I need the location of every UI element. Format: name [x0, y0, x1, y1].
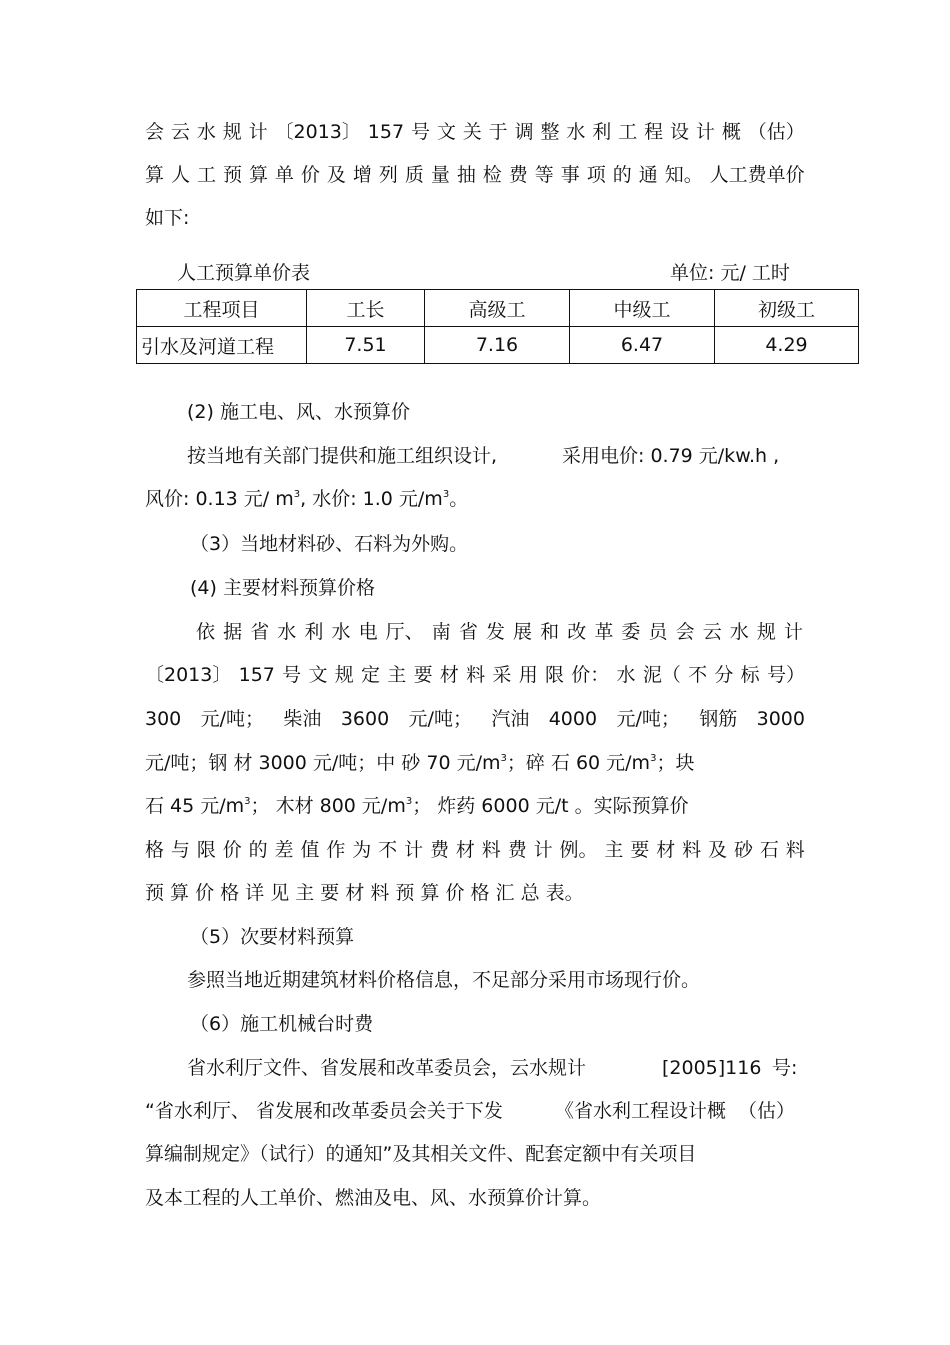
s6-l2-a: “省水利厅、 省发展和改革委员会关于下发: [145, 1100, 503, 1122]
text-token: 号: [410, 121, 430, 143]
text-token: 元/吨；: [200, 708, 265, 730]
text-token: 改: [567, 621, 587, 643]
intro-line-1: [145, 118, 805, 146]
text-token: 厅、: [385, 621, 424, 643]
text-token: 泥（: [642, 664, 681, 686]
text-token: 整: [540, 121, 560, 143]
text-token: 元/吨；: [408, 708, 472, 730]
s4-line-7: 预 算 价 格 详 见 主 要 材 料 预 算 价 格 汇 总 表。: [145, 882, 584, 904]
text-token: 价: [222, 839, 242, 861]
text-token: 柴油: [283, 708, 322, 730]
s6-l2-c: （估）: [738, 1100, 796, 1122]
text-token: 限: [196, 839, 216, 861]
s4-l4-c: ；块: [656, 752, 695, 774]
text-token: 规: [334, 664, 354, 686]
text-token: 3000: [756, 708, 805, 730]
text-token: 定: [361, 664, 381, 686]
table-unit: 单位: 元/ 工时: [670, 262, 790, 284]
s4-line-3: [145, 705, 805, 733]
s6-line-4: 及本工程的人工单价、燃油及电、风、水预算价计算。: [145, 1187, 602, 1209]
text-token: 料: [481, 839, 501, 861]
text-token: 电: [358, 621, 378, 643]
text-token: 设: [670, 121, 690, 143]
table-header-row: [137, 290, 859, 327]
text-token: 水: [277, 621, 297, 643]
text-token: 检: [482, 164, 502, 186]
text-token: 与: [170, 839, 190, 861]
text-token: 革: [594, 621, 614, 643]
text-token: 质: [404, 164, 424, 186]
text-token: 概: [721, 121, 741, 143]
text-token: 材: [656, 839, 676, 861]
s2-p2-c: 。: [449, 488, 469, 510]
table-cell: 4.29: [715, 327, 859, 364]
text-token: 为: [352, 839, 372, 861]
text-token: 于: [488, 121, 508, 143]
text-token: 值: [300, 839, 320, 861]
s2-p1-b: 采用电价: 0.79 元/kw.h ,: [562, 445, 780, 467]
text-token: 价：: [571, 664, 610, 686]
text-token: 列: [378, 164, 398, 186]
text-token: 利: [592, 121, 612, 143]
s4-line-2: [145, 661, 805, 689]
table-cell: 7.51: [307, 327, 425, 364]
text-token: 分: [714, 664, 734, 686]
text-token: 会: [675, 621, 695, 643]
text-token: 材: [439, 664, 459, 686]
text-token: 南: [431, 621, 451, 643]
text-token: 300: [145, 708, 182, 730]
table-caption: 人工预算单价表: [177, 262, 311, 284]
s6-l2-b: 《省水利工程设计概: [555, 1100, 727, 1122]
text-token: 省: [250, 621, 270, 643]
text-token: 采: [492, 664, 512, 686]
text-token: 标: [740, 664, 760, 686]
superscript: 3: [442, 489, 450, 500]
s4-l4-a: 元/吨；钢 材 3000 元/吨；中 砂 70 元/m: [145, 752, 501, 774]
text-token: 石: [759, 839, 779, 861]
text-token: 省: [458, 621, 478, 643]
text-token: 计: [248, 121, 268, 143]
text-token: 增: [352, 164, 372, 186]
text-token: 文: [308, 664, 328, 686]
text-token: 主: [387, 664, 407, 686]
s4-l5-c: ； 炸药 6000 元/t 。实际预算价: [412, 795, 689, 817]
s5-paragraph: 参照当地近期建筑材料价格信息，不足部分采用市场现行价。: [187, 969, 701, 991]
text-token: 水: [729, 621, 749, 643]
text-token: 差: [274, 839, 294, 861]
text-token: 157: [367, 121, 405, 143]
text-token: 委: [621, 621, 641, 643]
text-token: 〔2013〕: [274, 121, 361, 143]
text-token: 主: [604, 839, 624, 861]
text-token: 抽: [456, 164, 476, 186]
text-token: 钢筋: [699, 708, 738, 730]
superscript: 3: [293, 489, 301, 500]
text-token: 水: [616, 664, 636, 686]
s4-l4-b: ；碎 石 60 元/m: [506, 752, 651, 774]
s2-heading: (2) 施工电、风、水预算价: [187, 401, 410, 423]
text-token: 料: [466, 664, 486, 686]
s6-l1-a: 省水利厅文件、省发展和改革委员会，云水规计: [187, 1057, 587, 1079]
text-token: 展: [513, 621, 533, 643]
text-token: 水: [566, 121, 586, 143]
s3-heading: （3）当地材料砂、石料为外购。: [190, 533, 469, 555]
text-token: 项: [586, 164, 606, 186]
text-token: 元/吨；: [616, 708, 680, 730]
text-token: 要: [630, 839, 650, 861]
s4-line-1: [196, 618, 803, 646]
s4-line-6: [145, 836, 805, 864]
text-token: 价: [300, 164, 320, 186]
text-token: 计: [783, 621, 803, 643]
text-token: 单: [274, 164, 294, 186]
s6-heading: （6）施工机械台时费: [190, 1013, 374, 1035]
text-token: 用: [518, 664, 538, 686]
s6-l1-c: 号:: [772, 1057, 798, 1079]
text-token: （估）: [747, 121, 805, 143]
text-token: 依: [196, 621, 216, 643]
text-token: 水: [331, 621, 351, 643]
text-token: 费: [508, 164, 528, 186]
text-token: 不: [378, 839, 398, 861]
text-token: 作: [326, 839, 346, 861]
s4-line-5: [145, 792, 689, 820]
s2-p2-b: , 水价: 1.0 元/m: [300, 488, 443, 510]
text-token: 利: [304, 621, 324, 643]
text-token: 格: [145, 839, 165, 861]
text-token: 算: [145, 164, 165, 186]
text-token: 通: [638, 164, 658, 186]
text-token: 算: [248, 164, 268, 186]
text-token: 限: [544, 664, 564, 686]
text-token: 程: [644, 121, 664, 143]
table-row: [137, 327, 859, 364]
s4-l5-a: 石 45 元/m: [145, 795, 245, 817]
text-token: 知。: [664, 164, 703, 186]
s5-heading: （5）次要材料预算: [190, 926, 355, 948]
text-token: 人: [170, 164, 190, 186]
text-token: 不: [688, 664, 708, 686]
s4-l5-b: ； 木材 800 元/m: [250, 795, 406, 817]
text-token: 4000: [548, 708, 598, 730]
text-token: 发: [485, 621, 505, 643]
text-token: 3600: [340, 708, 390, 730]
text-token: 员: [648, 621, 668, 643]
intro-line-2: [145, 161, 805, 189]
text-token: 等: [534, 164, 554, 186]
header-cell: 工长: [307, 290, 425, 327]
text-token: 及: [708, 839, 728, 861]
table-cell: 7.16: [425, 327, 570, 364]
text-token: 料: [682, 839, 702, 861]
text-token: 的: [612, 164, 632, 186]
text-token: 调: [514, 121, 534, 143]
text-token: 要: [413, 664, 433, 686]
text-token: 汽油: [491, 708, 530, 730]
text-token: 费: [507, 839, 527, 861]
text-token: 砂: [733, 839, 753, 861]
superscript: 3: [500, 753, 507, 764]
text-token: 工: [618, 121, 638, 143]
s2-p2-a: 风价: 0.13 元/ m: [145, 488, 294, 510]
s6-l1-b: [2005]116: [662, 1057, 762, 1079]
text-token: 计: [404, 839, 424, 861]
text-token: 材: [455, 839, 475, 861]
text-token: 〔2013〕: [145, 664, 232, 686]
text-token: 的: [248, 839, 268, 861]
labor-price-table: [136, 289, 859, 364]
superscript: 3: [405, 796, 413, 807]
text-token: 规: [222, 121, 242, 143]
text-token: 预: [222, 164, 242, 186]
superscript: 3: [650, 753, 657, 764]
header-cell: 初级工: [715, 290, 859, 327]
text-token: 水: [196, 121, 216, 143]
header-cell: 中级工: [570, 290, 715, 327]
text-token: 规: [756, 621, 776, 643]
s2-p1-a: 按当地有关部门提供和施工组织设计,: [187, 445, 498, 467]
text-token: 号: [282, 664, 302, 686]
superscript: 3: [244, 796, 251, 807]
text-token: 文: [436, 121, 456, 143]
s6-line-3: 算编制规定》（试行）的通知”及其相关文件、配套定额中有关项目: [145, 1143, 697, 1165]
text-token: 量: [430, 164, 450, 186]
text-token: 据: [223, 621, 243, 643]
text-token: 会: [145, 121, 165, 143]
text-token: 157: [238, 664, 275, 686]
table-cell: 引水及河道工程: [137, 327, 307, 364]
text-token: 料: [785, 839, 805, 861]
text-token: 号）: [766, 664, 805, 686]
text-token: 云: [702, 621, 722, 643]
s4-heading: (4) 主要材料预算价格: [190, 577, 375, 599]
header-cell: 工程项目: [137, 290, 307, 327]
text-token: 关: [462, 121, 482, 143]
text-token: 计: [533, 839, 553, 861]
text-token: 事: [560, 164, 580, 186]
s4-line-4: [145, 749, 694, 777]
intro-line-3: 如下:: [145, 207, 190, 229]
s2-p2: [145, 485, 468, 513]
text-token: 人工费单价: [709, 164, 805, 186]
text-token: 计: [695, 121, 715, 143]
text-token: 例。: [559, 839, 598, 861]
table-cell: 6.47: [570, 327, 715, 364]
text-token: 工: [196, 164, 216, 186]
text-token: 和: [540, 621, 560, 643]
header-cell: 高级工: [425, 290, 570, 327]
text-token: 费: [429, 839, 449, 861]
text-token: 及: [326, 164, 346, 186]
text-token: 云: [170, 121, 190, 143]
